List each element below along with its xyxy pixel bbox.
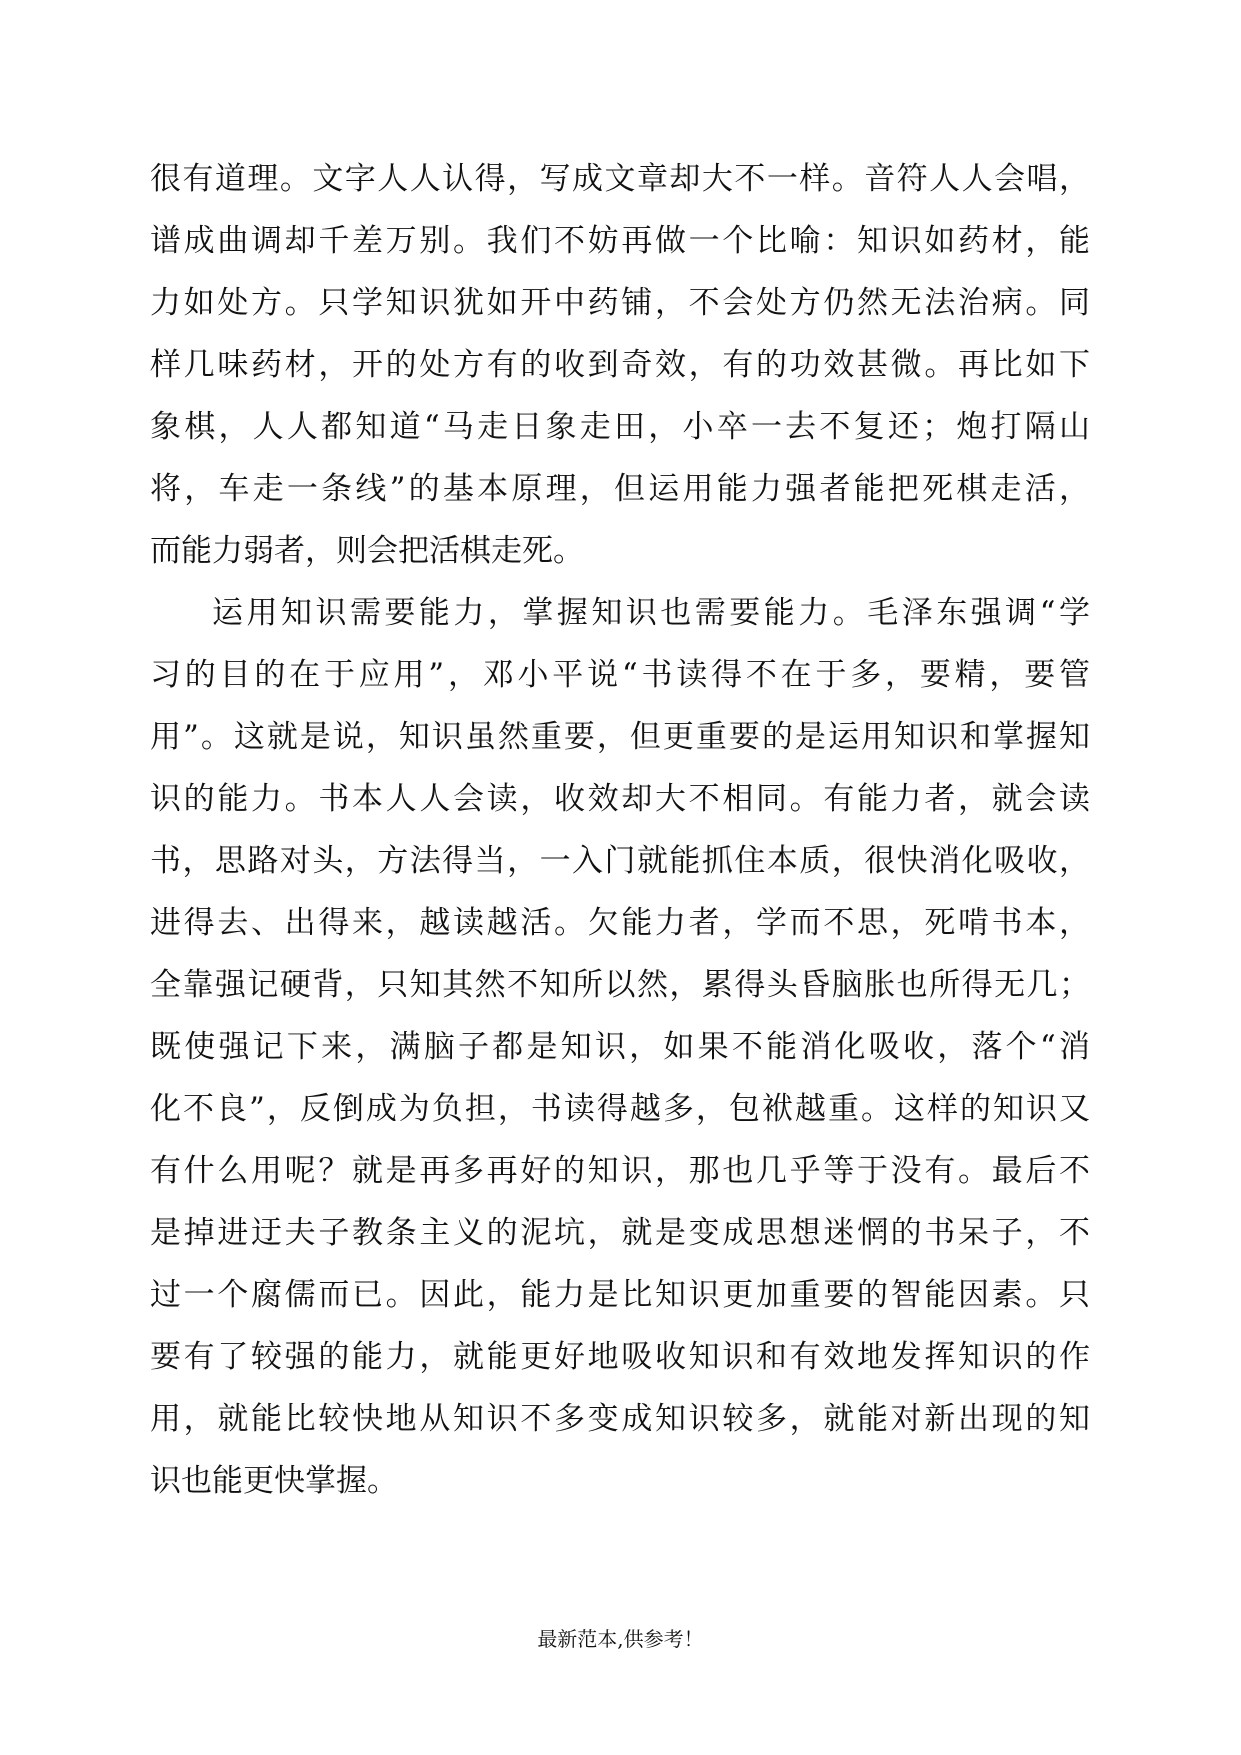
text-line: 运用知识需要能力，掌握知识也需要能力。毛泽东强调“学 (212, 595, 1090, 631)
text-line: 用”。这就是说，知识虽然重要，但更重要的是运用知识和掌握知 (150, 719, 1090, 755)
text-line: 既使强记下来，满脑子都是知识，如果不能消化吸收，落个“消 (150, 1029, 1090, 1065)
text-line: 进得去、出得来，越读越活。欠能力者，学而不思，死啃书本， (150, 905, 1090, 941)
text-line: 习的目的在于应用”，邓小平说“书读得不在于多，要精，要管 (150, 657, 1090, 693)
text-line: 识的能力。书本人人会读，收效却大不相同。有能力者，就会读 (150, 781, 1090, 817)
text-line: 很有道理。文字人人认得，写成文章却大不一样。音符人人会唱， (150, 161, 1090, 197)
text-line: 化不良”，反倒成为负担，书读得越多，包袱越重。这样的知识又 (150, 1091, 1090, 1127)
paragraph-1 (150, 148, 1090, 582)
text-line: 书，思路对头，方法得当，一入门就能抓住本质，很快消化吸收， (150, 843, 1090, 879)
text-line: 而能力弱者，则会把活棋走死。 (150, 533, 584, 569)
text-line: 力如处方。只学知识犹如开中药铺，不会处方仍然无法治病。同 (150, 285, 1090, 321)
document-body (150, 148, 1090, 1512)
text-line: 用，就能比较快地从知识不多变成知识较多，就能对新出现的知 (150, 1401, 1090, 1437)
text-line: 有什么用呢？就是再多再好的知识，那也几乎等于没有。最后不 (150, 1153, 1090, 1189)
text-line: 要有了较强的能力，就能更好地吸收知识和有效地发挥知识的作 (150, 1339, 1090, 1375)
text-line: 全靠强记硬背，只知其然不知所以然，累得头昏脑胀也所得无几； (150, 967, 1090, 1003)
paragraph-2 (150, 582, 1090, 1512)
text-line: 将，车走一条线”的基本原理，但运用能力强者能把死棋走活， (150, 471, 1090, 507)
text-line: 谱成曲调却千差万别。我们不妨再做一个比喻：知识如药材，能 (150, 223, 1090, 259)
text-line: 样几味药材，开的处方有的收到奇效，有的功效甚微。再比如下 (150, 347, 1090, 383)
text-line: 象棋，人人都知道“马走日象走田，小卒一去不复还；炮打隔山 (150, 409, 1090, 445)
text-line: 是掉进迂夫子教条主义的泥坑，就是变成思想迷惘的书呆子，不 (150, 1215, 1090, 1251)
text-line: 识也能更快掌握。 (150, 1463, 398, 1499)
page-footer: 最新范本,供参考！ (537, 1627, 704, 1651)
text-line: 过一个腐儒而已。因此，能力是比知识更加重要的智能因素。只 (150, 1277, 1090, 1313)
